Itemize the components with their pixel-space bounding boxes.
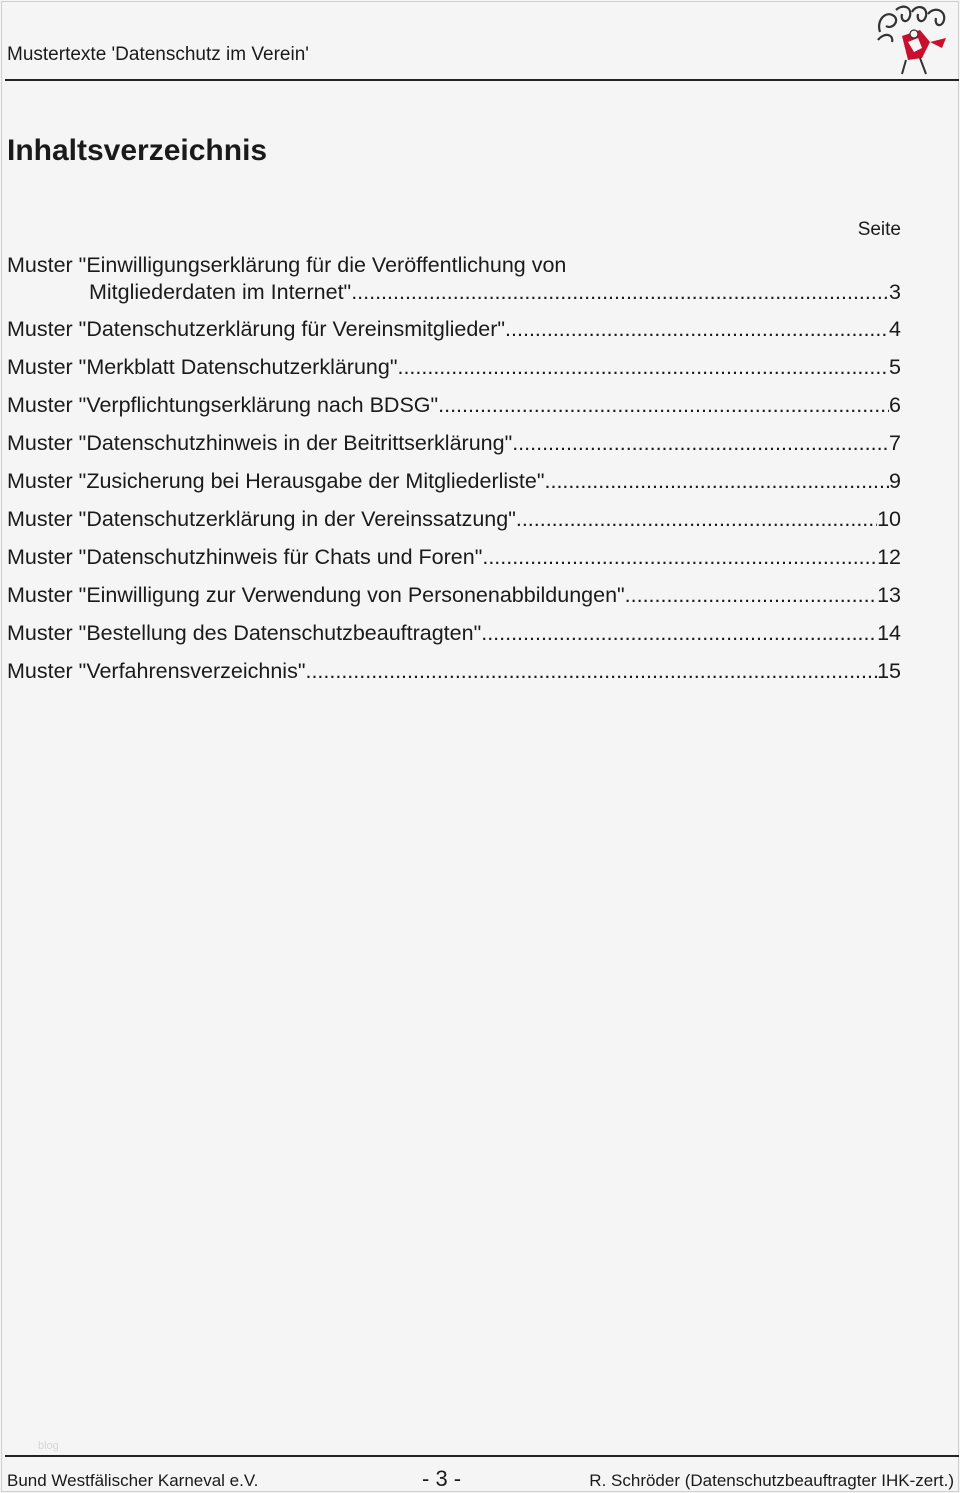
toc-entry-text-line2: Mitgliederdaten im Internet" [89,280,352,304]
toc-entry-page: 4 [889,317,901,341]
toc-entry[interactable] [7,576,901,614]
carnival-jester-logo-icon [872,2,956,80]
toc-entry[interactable] [7,614,901,652]
toc-leader-dots [512,424,889,462]
toc-heading: Inhaltsverzeichnis [7,134,268,167]
toc-entry-page: 3 [889,280,901,304]
toc-entry[interactable] [7,348,901,386]
toc-entry-text: Muster "Verfahrensverzeichnis" [7,659,306,683]
header-divider [5,79,959,81]
toc-entry-page: 10 [877,507,901,531]
toc-entry[interactable] [7,652,901,690]
footer-organization: Bund Westfälischer Karneval e.V. [7,1471,259,1490]
footer-author: R. Schröder (Datenschutzbeauftragter IHK-zert.) [589,1471,954,1490]
toc-leader-dots [545,462,890,500]
toc-entry[interactable] [7,462,901,500]
toc-leader-dots [305,652,877,690]
toc-entry-text: Muster "Zusicherung bei Herausgabe der Mitgliederliste" [7,469,545,493]
toc-entry[interactable] [7,386,901,424]
toc-leader-dots [397,348,889,386]
toc-entry[interactable] [7,424,901,462]
toc-entry-page: 15 [877,659,901,683]
toc-entry-page: 14 [877,621,901,645]
table-of-contents [7,252,901,690]
toc-entry-page: 6 [889,393,901,417]
toc-entry-text-line1: Muster "Einwilligungserklärung für die Veröffentlichung von [7,253,567,277]
toc-entry-text: Muster "Verpflichtungserklärung nach BDSG" [7,393,439,417]
header-title: Mustertexte 'Datenschutz im Verein' [7,44,309,65]
toc-leader-dots [516,500,877,538]
toc-entry-text: Muster "Datenschutzerklärung in der Vereinssatzung" [7,507,516,531]
toc-leader-dots [481,614,877,652]
toc-entry[interactable] [7,310,901,348]
toc-leader-dots [482,538,877,576]
footer-divider [5,1455,959,1457]
toc-leader-dots [505,310,889,348]
watermark-text: blog [38,1440,59,1452]
toc-entry[interactable] [7,252,901,310]
toc-leader-dots [351,279,889,306]
toc-entry-text: Muster "Merkblatt Datenschutzerklärung" [7,355,398,379]
toc-entry-page: 7 [889,431,901,455]
toc-leader-dots [438,386,889,424]
page-column-label: Seite [857,219,901,240]
toc-entry-text: Muster "Datenschutzhinweis für Chats und Foren" [7,545,483,569]
toc-entry-page: 12 [877,545,901,569]
toc-entry-text: Muster "Datenschutzerklärung für Vereinsmitglieder" [7,317,506,341]
toc-leader-dots [625,576,877,614]
toc-entry-text: Muster "Datenschutzhinweis in der Beitrittserklärung" [7,431,513,455]
toc-entry-page: 9 [889,469,901,493]
toc-entry[interactable] [7,538,901,576]
footer-page-number: - 3 - [422,1466,462,1491]
toc-entry-page: 5 [889,355,901,379]
toc-entry-text: Muster "Einwilligung zur Verwendung von Personenabbildungen" [7,583,625,607]
document-page [1,1,959,1492]
toc-entry-page: 13 [877,583,901,607]
toc-entry[interactable] [7,500,901,538]
toc-entry-text: Muster "Bestellung des Datenschutzbeauftragten" [7,621,482,645]
